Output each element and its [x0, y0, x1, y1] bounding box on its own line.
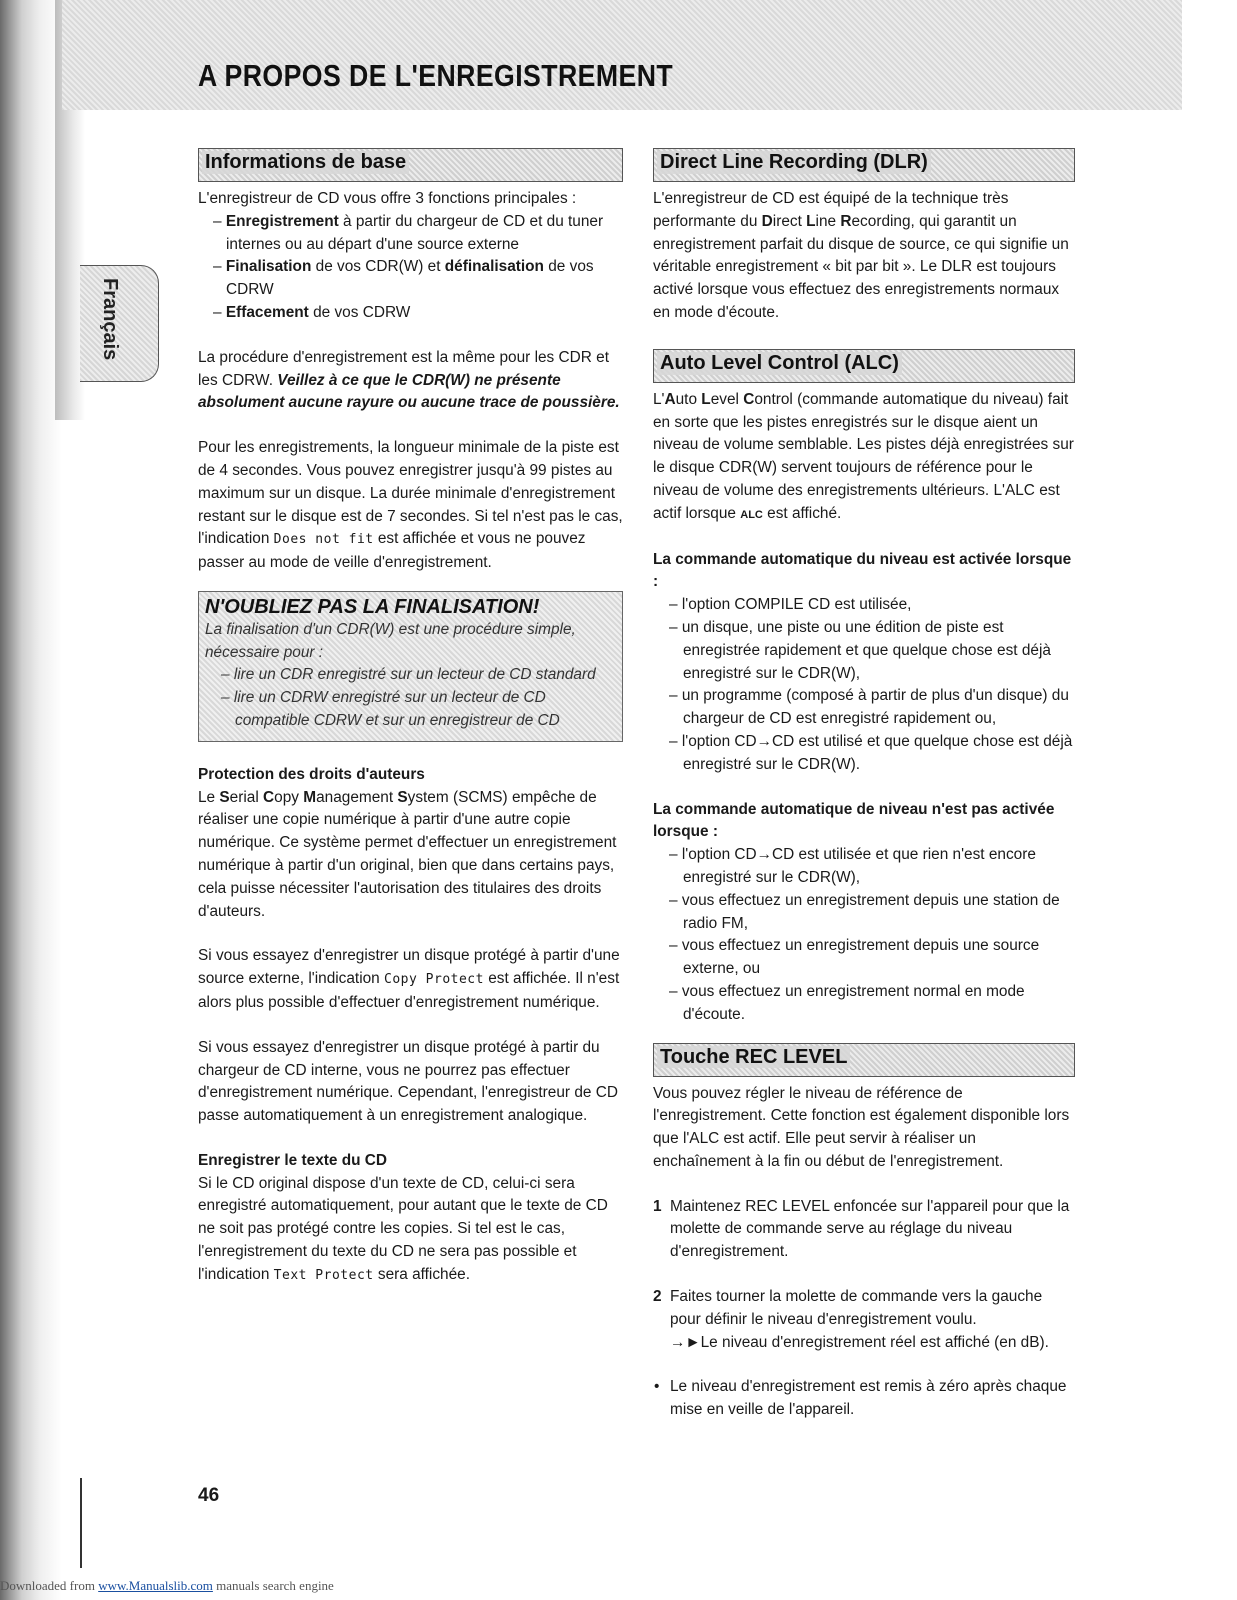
alc-inactive-heading: La commande automatique de niveau n'est pas activée lorsque : — [653, 800, 1055, 841]
alc-active-item: – un disque, une piste ou une édition de piste est enregistrée rapidement et que quelque chose est déjà enregistré sur le CDR(W), — [669, 618, 1051, 682]
language-tab — [80, 265, 159, 382]
basics-item-erase: – Effacement de vos CDRW — [213, 303, 411, 321]
alc-inactive-item: – l'option CD→CD est utilisée et que rien n'est encore enregistré sur le CDR(W), — [669, 846, 1036, 886]
finalisation-note-box — [198, 591, 623, 742]
cdtext-heading: Enregistrer le texte du CD — [198, 1151, 388, 1169]
copyright-external-paragraph: Si vous essayez d'enregistrer un disque protégé à partir d'une source externe, l'indication Copy Protect est affichée. Il n'est alors plus possible d'effectuer d'enregistrement numérique. — [198, 947, 620, 1011]
rec-result: →►Le niveau d'enregistrement réel est affiché (en dB). — [670, 1333, 1049, 1351]
display-copy-protect: Copy Protect — [384, 972, 484, 988]
margin-rule — [80, 1478, 82, 1568]
alc-inactive-item: – vous effectuez un enregistrement depuis une station de radio FM, — [669, 891, 1060, 932]
note-text: La finalisation d'un CDR(W) est une procédure simple, nécessaire pour : — [205, 620, 576, 661]
basics-item-finalisation: – Finalisation de vos CDR(W) et définalisation de vos CDRW — [213, 258, 594, 299]
alc-active-item: – l'option CD→CD est utilisé et que quelque chose est déjà enregistré sur le CDR(W). — [669, 732, 1073, 773]
cdtext-paragraph: Si le CD original dispose d'un texte de CD, celui-ci sera enregistré automatiquement, pour autant que le texte de CD ne soit pas protégé contre les copies. Si tel est le cas, l'enregistrement du texte du CD ne sera pas possible et l'indication Text Protect sera affichée. — [198, 1174, 608, 1283]
rec-bullet: • Le niveau d'enregistrement est remis à zéro après chaque mise en veille de l'appareil. — [654, 1378, 1067, 1419]
basics-procedure-paragraph: La procédure d'enregistrement est la même pour les CDR et les CDRW. Veillez à ce que le CDR(W) ne présente absolument aucune rayure ou aucune trace de poussière. — [198, 348, 620, 412]
footer-link[interactable]: www.Manualslib.com — [98, 1578, 213, 1593]
display-does-not-fit: Does not fit — [273, 532, 374, 548]
basics-intro: L'enregistreur de CD vous offre 3 fonctions principales : — [198, 190, 577, 207]
left-column — [198, 148, 623, 1288]
section-heading-rec-level: Touche REC LEVEL — [653, 1043, 1075, 1077]
copyright-internal-paragraph: Si vous essayez d'enregistrer un disque protégé à partir du chargeur de CD interne, vous ne pourrez pas effectuer d'enregistrement numérique. Cependant, l'enregistreur de CD passe automatiquement à un enregistrement analogique. — [198, 1038, 618, 1125]
note-item: – lire un CDRW enregistré sur un lecteur de CD compatible CDRW et sur un enregistreur de CD — [221, 689, 560, 729]
alc-inactive-item: – vous effectuez un enregistrement depuis une source externe, ou — [669, 937, 1040, 978]
language-tab-label: Français — [99, 278, 121, 361]
display-text-protect: Text Protect — [273, 1267, 374, 1283]
alc-paragraph: L'Auto Level Control (commande automatique du niveau) fait en sorte que les pistes enregistrés sur le disque aient un niveau de volume semblable. Les pistes déjà enregistrées sur le disque CDR(W) servent toujours de référence pour le niveau de volume des enregistrements ultérieurs. L'ALC est actif lorsque ALC est affiché. — [653, 390, 1074, 522]
note-title: N'OUBLIEZ PAS LA FINALISATION! — [205, 595, 540, 618]
footer: Downloaded from www.Manualslib.com manuals search engine — [0, 1578, 334, 1593]
note-item: – lire un CDR enregistré sur un lecteur de CD standard — [221, 666, 596, 684]
rec-step-2: 2 Faites tourner la molette de commande vers la gauche pour définir le niveau d'enregistrement voulu. — [653, 1288, 1043, 1328]
section-heading-dlr: Direct Line Recording (DLR) — [653, 148, 1075, 182]
rec-intro: Vous pouvez régler le niveau de référence de l'enregistrement. Cette fonction est également disponible lors que l'ALC est actif. Elle peut servir à réaliser un enchaînement à la fin ou début de l'enregistrement. — [653, 1084, 1070, 1170]
basics-track-length-paragraph: Pour les enregistrements, la longueur minimale de la piste est de 4 secondes. Vous pouvez enregistrer jusqu'à 99 pistes au maximum sur un disque. La durée minimale d'enregistrement restant sur le disque est de 7 secondes. Si tel n'est pas le cas, l'indication Does not fit est affichée et vous ne pouvez passer au mode de veille d'enregistrement. — [198, 439, 623, 572]
alc-inactive-item: – vous effectuez un enregistrement normal en mode d'écoute. — [669, 982, 1025, 1023]
copyright-heading: Protection des droits d'auteurs — [198, 765, 425, 783]
dlr-paragraph: L'enregistreur de CD est équipé de la technique très performante du Direct Line Recording, qui garantit un enregistrement parfait du disque de source, ce qui signifie un véritable enregistrement « bit par bit ». Le DLR est toujours activé lorsque vous effectuez des enregistrements normaux en mode d'écoute. — [653, 190, 1069, 321]
section-heading-alc: Auto Level Control (ALC) — [653, 349, 1075, 383]
page-number: 46 — [198, 1485, 220, 1506]
copyright-scms-paragraph: Le Serial Copy Management System (SCMS) empêche de réaliser une copie numérique à partir d'une autre copie numérique. Ce système permet d'effectuer un enregistrement numérique à partir d'un original, bien que dans certains pays, cela puisse nécessiter l'autorisation des titulaires des droits d'auteurs. — [198, 788, 617, 920]
page-title: A PROPOS DE L'ENREGISTREMENT — [198, 58, 674, 93]
alc-active-item: – un programme (composé à partir de plus d'un disque) du chargeur de CD est enregistré rapidement ou, — [669, 687, 1069, 728]
right-column — [653, 148, 1075, 1422]
alc-indicator: ALC — [740, 508, 763, 521]
alc-active-item: – l'option COMPILE CD est utilisée, — [669, 596, 912, 614]
alc-active-heading: La commande automatique du niveau est activée lorsque : — [653, 550, 1072, 591]
rec-step-1: 1 Maintenez REC LEVEL enfoncée sur l'appareil pour que la molette de commande serve au réglage du niveau d'enregistrement. — [653, 1197, 1070, 1261]
scan-edge-shadow — [0, 0, 62, 1600]
section-heading-basics: Informations de base — [198, 148, 623, 182]
basics-item-recording: – Enregistrement à partir du chargeur de CD et du tuner internes ou au départ d'une source externe — [213, 212, 604, 253]
